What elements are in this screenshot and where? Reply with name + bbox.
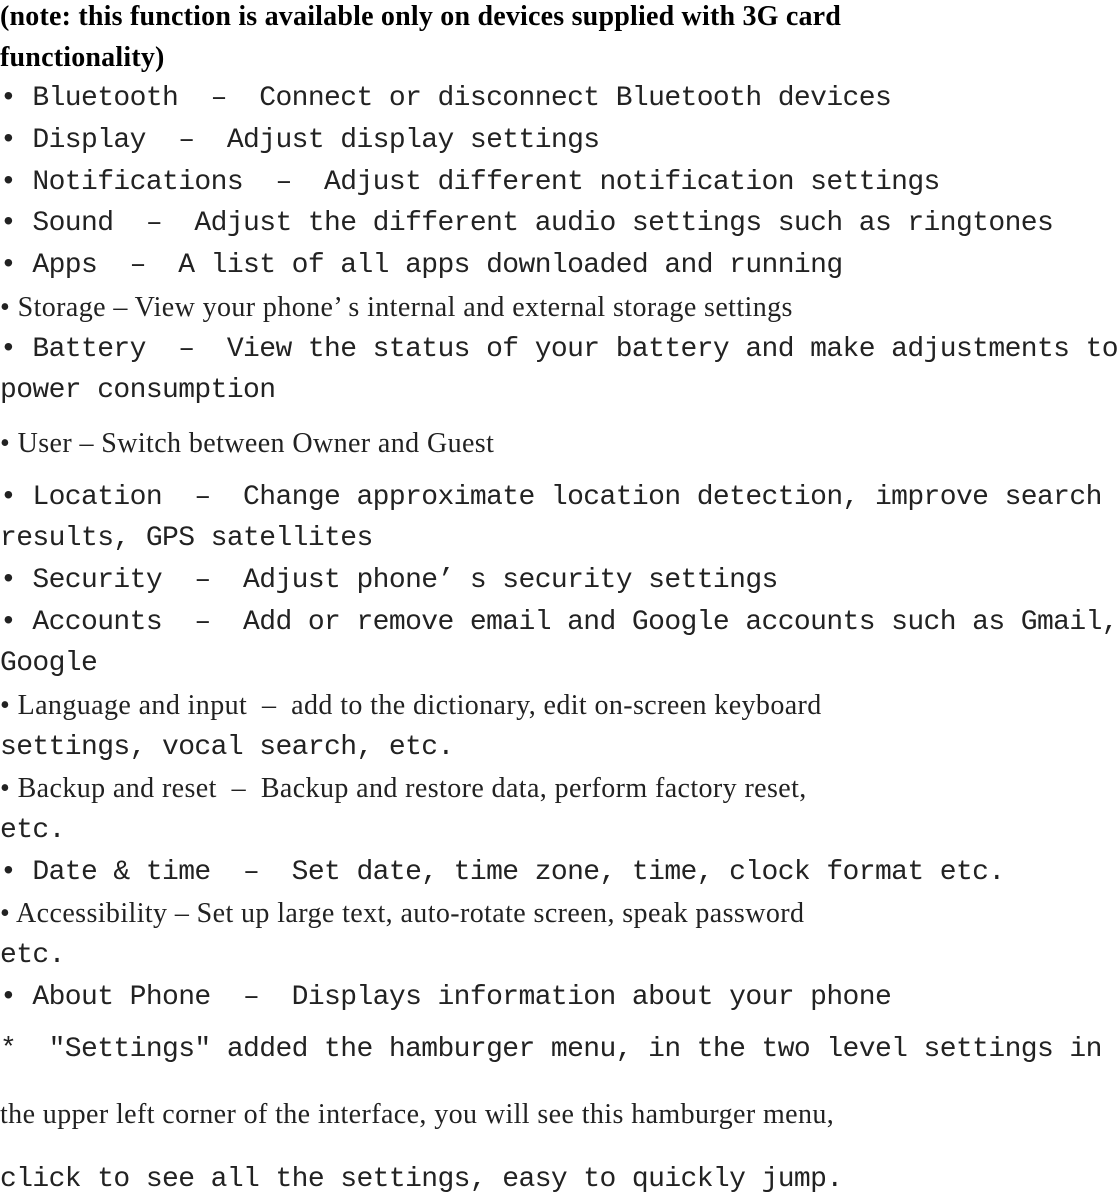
list-item-notifications: • Notifications – Adjust different notification settings <box>0 167 940 198</box>
list-item-accessibility: • Accessibility – Set up large text, auto-rotate screen, speak password <box>0 898 805 929</box>
list-item-about-phone: • About Phone – Displays information about your phone <box>0 982 892 1013</box>
list-item-location-cont: results, GPS satellites <box>0 523 373 554</box>
list-item-accounts: • Accounts – Add or remove email and Google accounts such as Gmail, <box>0 607 1118 638</box>
list-item-date-time: • Date & time – Set date, time zone, time, clock format etc. <box>0 857 1005 888</box>
list-item-accounts-cont: Google <box>0 648 98 679</box>
list-item-language-input: • Language and input – add to the dictionary, edit on-screen keyboard <box>0 690 822 721</box>
list-item-battery: • Battery – View the status of your battery and make adjustments to <box>0 334 1118 365</box>
list-item-storage: • Storage – View your phone’ s internal and external storage settings <box>0 292 793 323</box>
list-item-bluetooth: • Bluetooth – Connect or disconnect Bluetooth devices <box>0 83 892 114</box>
list-item-user: • User – Switch between Owner and Guest <box>0 428 495 459</box>
list-item-language-input-cont: settings, vocal search, etc. <box>0 732 454 763</box>
list-item-location: • Location – Change approximate location detection, improve search <box>0 482 1102 513</box>
list-item-apps: • Apps – A list of all apps downloaded and running <box>0 250 843 281</box>
availability-note-line-1: (note: this function is available only on devices supplied with 3G card <box>0 1 842 32</box>
list-item-battery-cont: power consumption <box>0 375 276 406</box>
footnote-line-1: * ″Settings″ added the hamburger menu, in the two level settings in <box>0 1034 1102 1065</box>
list-item-security: • Security – Adjust phone’ s security settings <box>0 565 778 596</box>
list-item-backup-reset-cont: etc. <box>0 815 65 846</box>
footnote-line-3: click to see all the settings, easy to quickly jump. <box>0 1164 843 1195</box>
list-item-accessibility-cont: etc. <box>0 940 65 971</box>
list-item-backup-reset: • Backup and reset – Backup and restore data, perform factory reset, <box>0 773 807 804</box>
footnote-line-2: the upper left corner of the interface, you will see this hamburger menu, <box>0 1099 835 1130</box>
list-item-sound: • Sound – Adjust the different audio settings such as ringtones <box>0 208 1054 239</box>
availability-note-line-2: functionality) <box>0 42 165 73</box>
list-item-display: • Display – Adjust display settings <box>0 125 600 156</box>
